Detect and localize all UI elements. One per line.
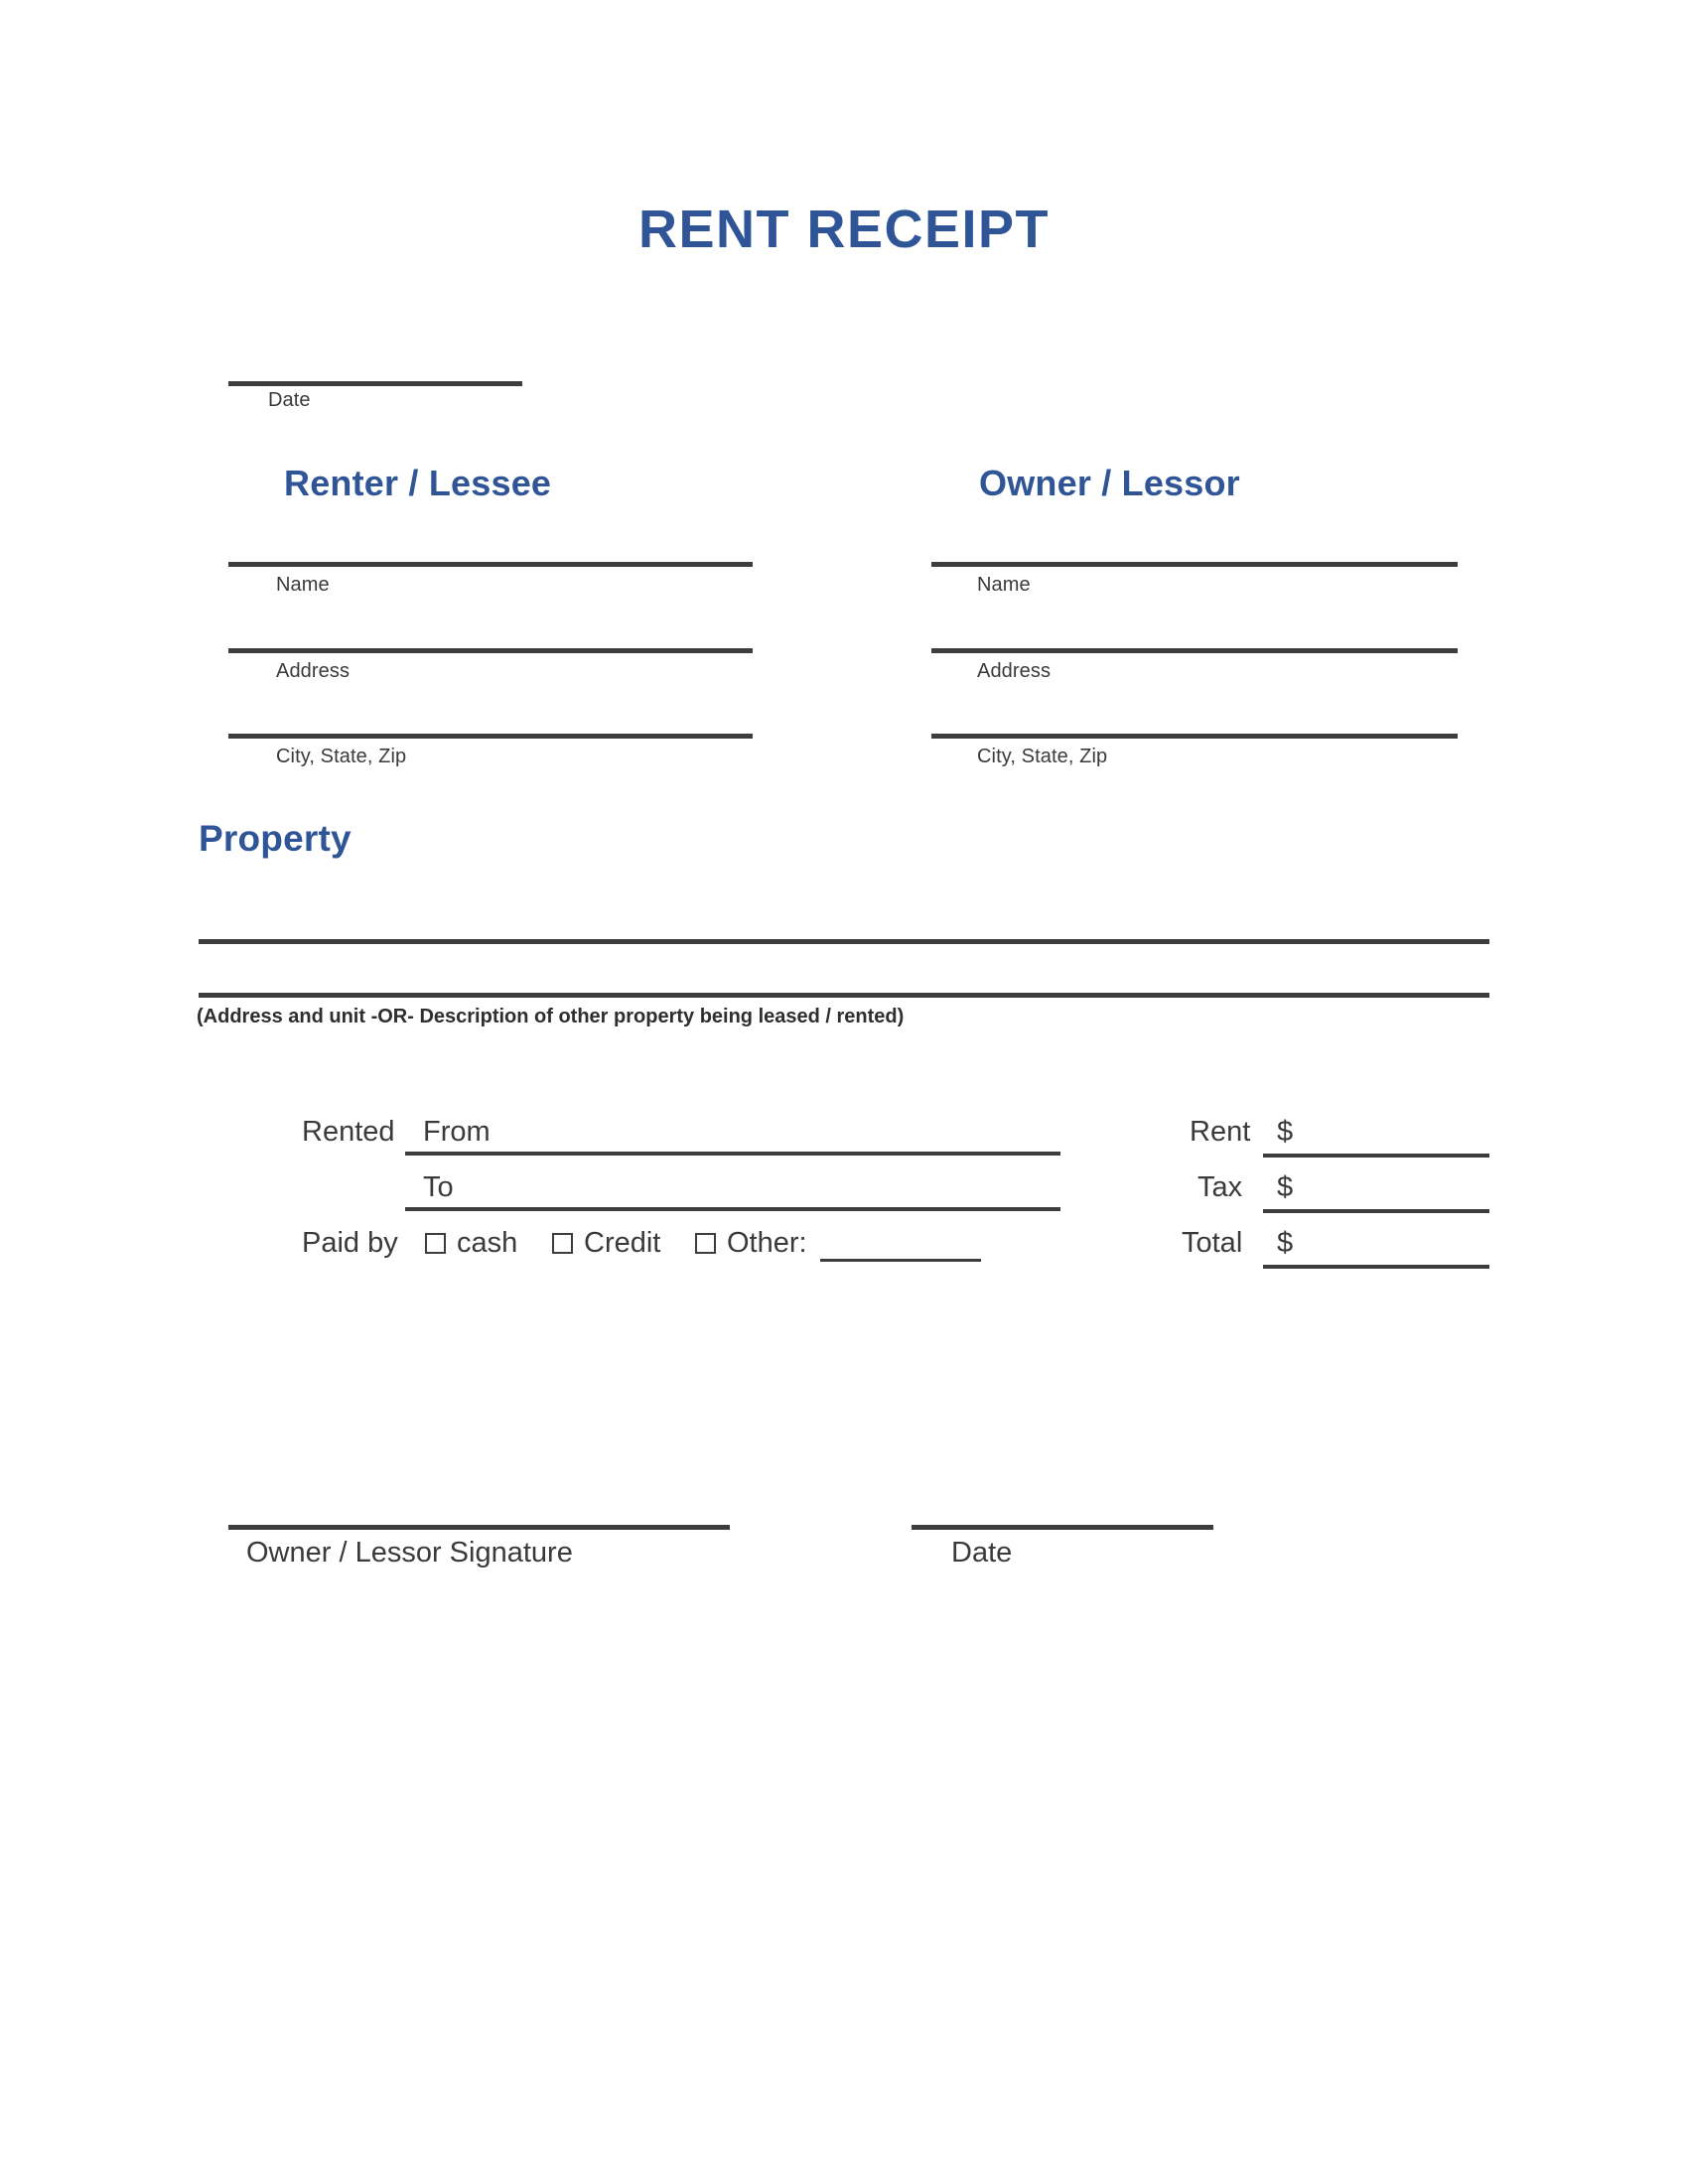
rent-amount-rule[interactable] [1263,1154,1489,1158]
checkbox-cash-label: cash [457,1227,518,1259]
rented-to-label: To [423,1171,454,1203]
owner-address-label: Address [977,660,1052,682]
renter-name-label: Name [276,574,330,596]
renter-lessee-heading: Renter / Lessee [284,463,552,503]
owner-name-label: Name [977,574,1031,596]
rented-from-rule[interactable] [405,1152,1060,1156]
renter-address-rule[interactable] [228,648,753,653]
owner-address-rule[interactable] [931,648,1458,653]
paid-by-label: Paid by [302,1227,398,1259]
checkbox-credit-label: Credit [584,1227,661,1259]
signature-date-label: Date [951,1537,1013,1569]
rent-amount-label: Rent [1190,1116,1251,1148]
owner-signature-rule[interactable] [228,1525,730,1530]
property-caption: (Address and unit -OR- Description of other property being leased / rented) [197,1006,905,1027]
owner-citystatezip-label: City, State, Zip [977,746,1108,767]
checkbox-cash[interactable] [425,1233,446,1254]
owner-name-rule[interactable] [931,562,1458,567]
checkbox-credit[interactable] [552,1233,573,1254]
owner-signature-label: Owner / Lessor Signature [246,1537,573,1569]
rented-from-label: From [423,1116,491,1148]
signature-date-rule[interactable] [912,1525,1213,1530]
date-field-rule[interactable] [228,381,522,386]
tax-amount-currency: $ [1277,1171,1294,1203]
owner-lessor-heading: Owner / Lessor [979,463,1240,503]
renter-name-rule[interactable] [228,562,753,567]
checkbox-other[interactable] [695,1233,716,1254]
rented-to-rule[interactable] [405,1207,1060,1211]
rent-amount-currency: $ [1277,1116,1294,1148]
property-heading: Property [199,818,352,859]
total-amount-rule[interactable] [1263,1265,1489,1269]
tax-amount-label: Tax [1197,1171,1243,1203]
other-value-rule[interactable] [820,1259,981,1262]
total-amount-label: Total [1182,1227,1243,1259]
renter-citystatezip-label: City, State, Zip [276,746,407,767]
page-title: RENT RECEIPT [637,200,1051,259]
property-line-1-rule[interactable] [199,939,1489,944]
date-field-label: Date [268,389,311,411]
owner-citystatezip-rule[interactable] [931,734,1458,739]
property-line-2-rule[interactable] [199,993,1489,998]
tax-amount-rule[interactable] [1263,1209,1489,1213]
renter-citystatezip-rule[interactable] [228,734,753,739]
renter-address-label: Address [276,660,351,682]
total-amount-currency: $ [1277,1227,1294,1259]
checkbox-other-label: Other: [727,1227,807,1259]
rented-label: Rented [302,1116,395,1148]
